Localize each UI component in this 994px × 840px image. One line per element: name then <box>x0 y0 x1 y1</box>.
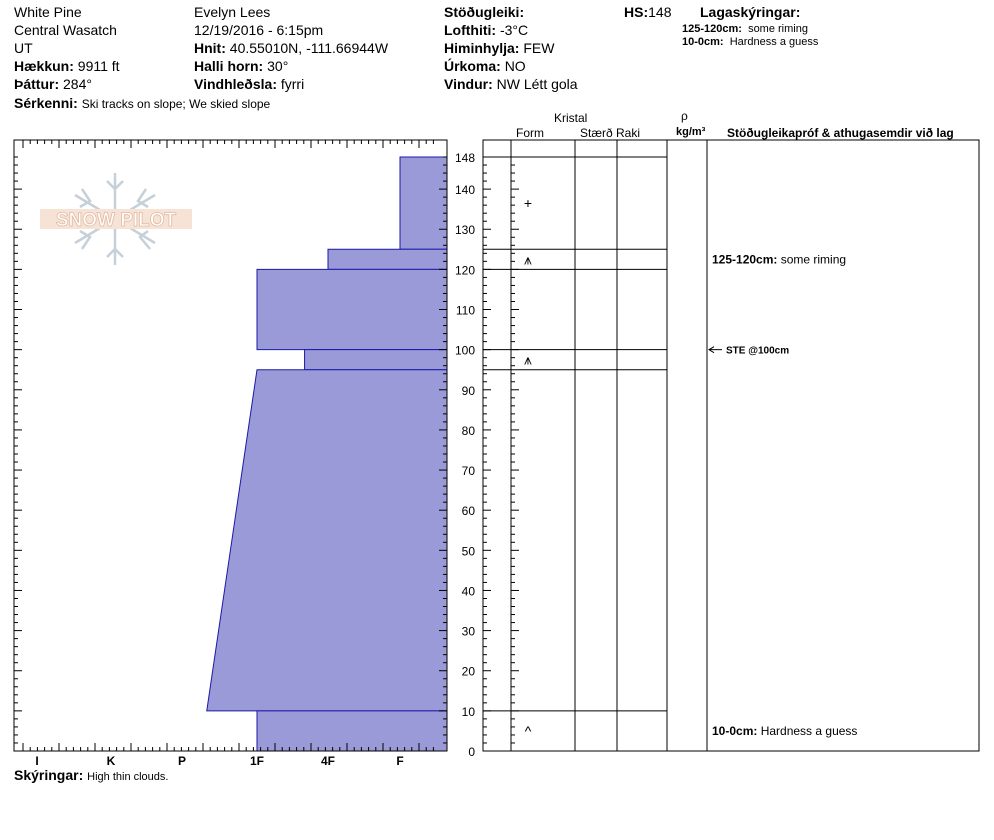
layer-comment-text: some riming <box>780 252 847 267</box>
layer-comment <box>712 252 846 266</box>
coords-label: Hnit: <box>194 40 226 56</box>
hs-value: 148 <box>648 4 672 20</box>
crystal-form-symbol: ^ <box>524 722 532 739</box>
layer-comment-text: Hardness a guess <box>760 723 858 738</box>
coords-value: 40.55010N, -111.66944W <box>229 40 389 56</box>
hardness-layer-bar <box>305 350 447 370</box>
stability-tests-header: Stöðugleikapróf & athugasemdir við lag <box>727 126 954 140</box>
profile-table-frame <box>483 140 979 751</box>
stability-test-label: STE @100cm <box>726 345 790 357</box>
air-temp-label: Lofthiti: <box>444 22 497 38</box>
crystal-header: Kristal <box>554 111 588 125</box>
hardness-tick-label: I <box>35 754 39 768</box>
aspect-label: Þáttur: <box>14 76 60 92</box>
layer-note-text: Hardness a guess <box>729 36 819 48</box>
aspect-value: 284° <box>63 76 92 92</box>
slope-value: 30° <box>267 58 289 74</box>
depth-tick-label: 90 <box>461 383 475 398</box>
layer-note-range: 10-0cm: <box>682 36 724 48</box>
hardness-tick-label: 1F <box>249 754 265 768</box>
crystal-form-symbol: ⩚ <box>524 351 532 368</box>
elevation-value: 9911 ft <box>77 58 120 74</box>
depth-tick-label: 20 <box>461 664 475 679</box>
wind-label: Vindur: <box>444 76 493 92</box>
hardness-profile <box>207 157 447 751</box>
chart-annotations <box>524 195 858 739</box>
chart-frames <box>14 140 979 751</box>
hardness-layer-bar <box>207 370 447 711</box>
layer-comment-range: 10-0cm: <box>712 723 761 738</box>
wind-loading-value: fyrri <box>280 76 305 92</box>
wind-value: NW Létt gola <box>496 76 578 92</box>
layer-note-text: some riming <box>748 23 808 35</box>
hs-label: HS: <box>624 4 649 20</box>
layer-notes-label: Lagaskýringar: <box>700 4 801 20</box>
depth-tick-label: 80 <box>461 423 475 438</box>
mountain-range: Central Wasatch <box>14 22 117 38</box>
elevation-label: Hækkun: <box>14 58 74 74</box>
observation-datetime: 12/19/2016 - 6:15pm <box>194 22 324 38</box>
precip-label: Úrkoma: <box>444 58 501 74</box>
footer-text: High thin clouds. <box>87 771 169 783</box>
crystal-form-symbol: + <box>523 195 533 212</box>
layer-note-range: 125-120cm: <box>682 23 742 35</box>
hardness-layer-bar <box>400 157 447 249</box>
hardness-tick-label: 4F <box>320 754 336 768</box>
features-label: Sérkenni: <box>14 95 78 111</box>
depth-tick-label: 100 <box>454 343 475 358</box>
layer-comment <box>712 724 857 738</box>
density-unit-header: kg/m³ <box>676 126 706 138</box>
hardness-tick-label: F <box>396 754 404 768</box>
depth-tick-label: 70 <box>461 464 475 479</box>
location-name: White Pine <box>14 4 82 20</box>
size-header: Stærð <box>580 126 613 140</box>
features-value: Ski tracks on slope; We skied slope <box>81 97 271 111</box>
depth-tick-label: 30 <box>461 624 475 639</box>
wind-loading-label: Vindhleðsla: <box>194 76 277 92</box>
depth-tick-label: 0 <box>468 745 475 759</box>
air-temp-value: -3°C <box>499 22 529 38</box>
form-header: Form <box>516 126 544 140</box>
depth-tick-label: 50 <box>461 544 475 559</box>
logo-text: SNOW PILOT <box>55 210 177 231</box>
depth-tick-label: 120 <box>454 263 475 278</box>
layer-comment-range: 125-120cm: <box>712 252 781 267</box>
depth-tick-label: 130 <box>454 223 475 238</box>
precip-value: NO <box>504 58 526 74</box>
depth-tick-label: 40 <box>461 584 475 599</box>
slope-label: Halli horn: <box>194 58 264 74</box>
rho-header: ρ <box>681 109 688 123</box>
moisture-header: Raki <box>616 126 641 140</box>
sky-label: Himinhylja: <box>444 40 520 56</box>
crystal-form-symbol: ⩚ <box>524 251 532 268</box>
hardness-layer-bar <box>328 249 447 269</box>
depth-tick-label: 60 <box>461 504 475 519</box>
state: UT <box>14 40 33 56</box>
observer-name: Evelyn Lees <box>194 4 271 20</box>
depth-tick-label: 10 <box>461 704 475 719</box>
depth-tick-label: 148 <box>454 151 475 165</box>
hardness-layer-bar <box>257 269 447 349</box>
footer-label: Skýringar: <box>14 767 84 783</box>
depth-tick-label: 140 <box>454 183 475 198</box>
sky-value: FEW <box>523 40 555 56</box>
hardness-tick-label: K <box>106 754 116 768</box>
depth-tick-label: 110 <box>455 303 475 318</box>
hardness-tick-label: P <box>177 754 187 768</box>
stability-label: Stöðugleiki: <box>444 4 525 20</box>
